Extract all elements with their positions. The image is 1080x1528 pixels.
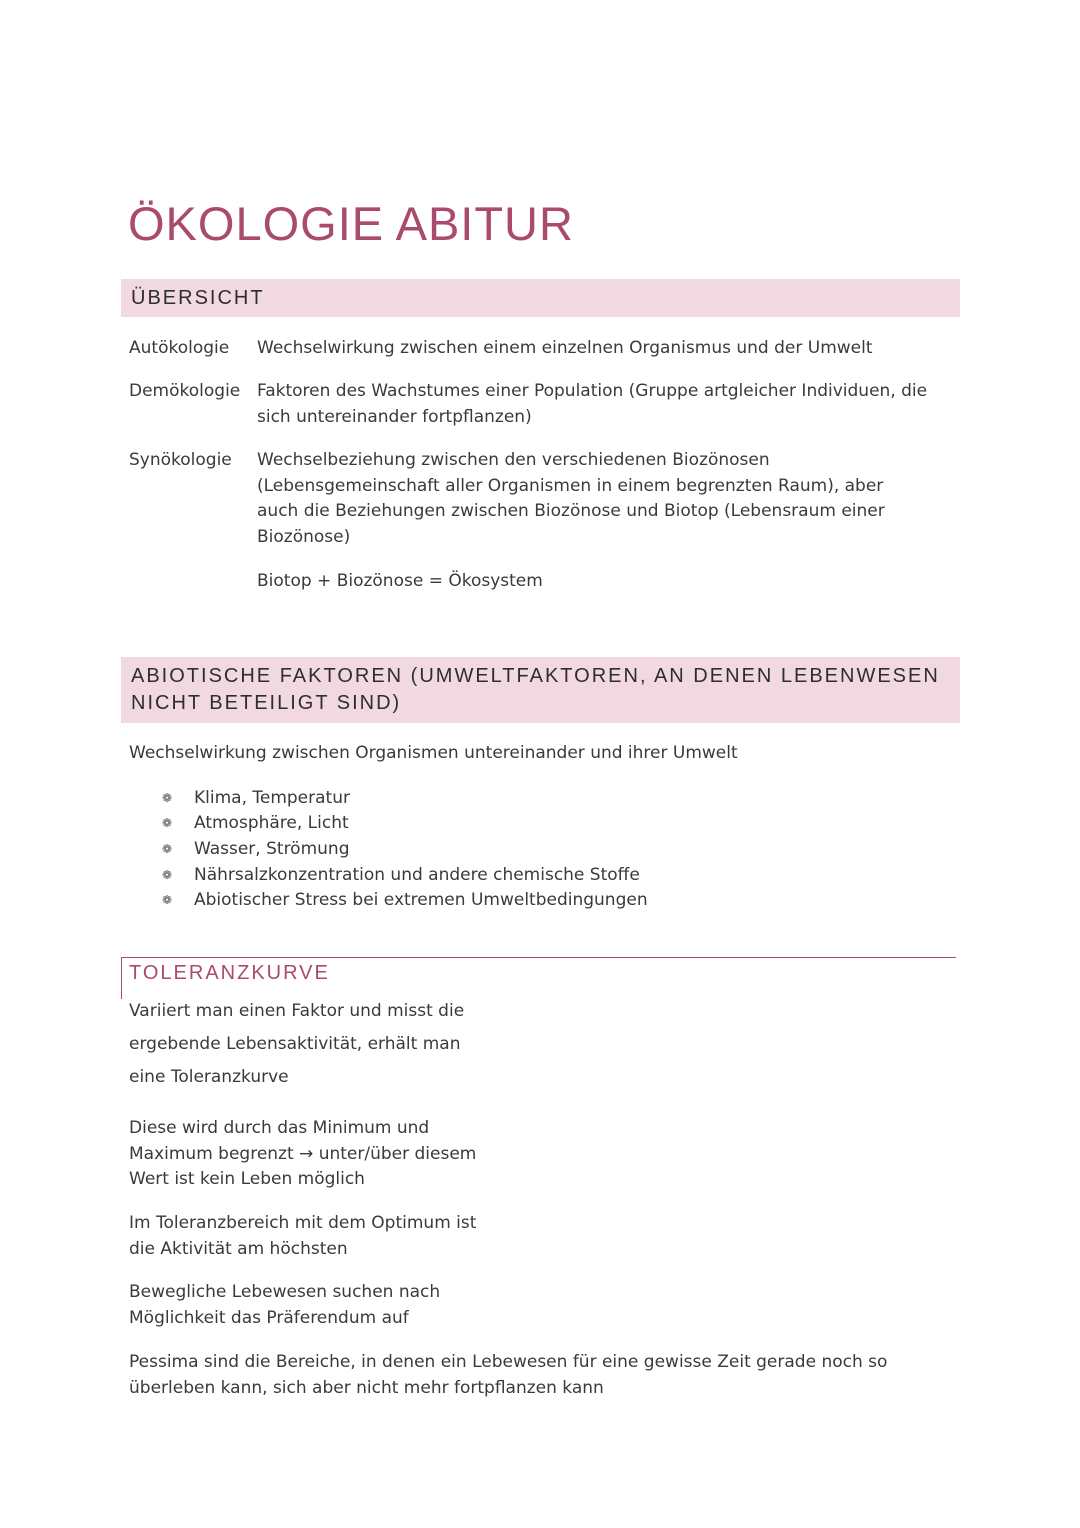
list-item: ❁ Nährsalzkonzentration und andere chemische Stoffe <box>161 864 640 885</box>
tolerance-paragraph-2: Diese wird durch das Minimum und Maximum begrenzt → unter/über diesem Wert ist kein Leben möglich <box>129 1118 477 1189</box>
tolerance-paragraph-1: Variiert man einen Faktor und misst die ergebende Lebensaktivität, erhält man eine Toleranzkurve <box>129 1001 465 1087</box>
term-autoekologie: Autökologie <box>129 338 230 358</box>
page-title: ÖKOLOGIE ABITUR <box>128 197 574 250</box>
tolerance-paragraph-5: Pessima sind die Bereiche, in denen ein Lebewesen für eine gewisse Zeit gerade noch so überleben kann, sich aber nicht mehr fortpflanzen kann <box>129 1352 888 1398</box>
flower-bullet-icon: ❁ <box>161 841 173 856</box>
definition-demoekologie: Faktoren des Wachstumes einer Population (Gruppe artgleicher Individuen, die sich untereinander fortpflanzen) <box>257 381 928 427</box>
tolerance-paragraph-4: Bewegliche Lebewesen suchen nach Möglichkeit das Präferendum auf <box>129 1282 441 1328</box>
flower-bullet-icon: ❁ <box>161 790 173 805</box>
section-header-overview: ÜBERSICHT <box>121 279 960 317</box>
list-item: ❁ Klima, Temperatur <box>161 787 350 808</box>
definition-autoekologie: Wechselwirkung zwischen einem einzelnen Organismus und der Umwelt <box>257 338 873 358</box>
abiotic-factor-list <box>160 785 648 913</box>
abiotic-intro: Wechselwirkung zwischen Organismen untereinander und ihrer Umwelt <box>129 743 738 763</box>
term-demoekologie: Demökologie <box>129 381 241 401</box>
section-header-abiotic: ABIOTISCHE FAKTOREN (UMWELTFAKTOREN, AN DENEN LEBENWESEN NICHT BETEILIGT SIND) <box>121 657 960 723</box>
definition-synoekologie: Wechselbeziehung zwischen den verschiedenen Biozönosen (Lebensgemeinschaft aller Organismen in einem begrenzten Raum), aber auch die Beziehungen zwischen Biozönose und Biotop (Lebensraum einer Biozönose) <box>257 450 885 547</box>
list-item: ❁ Abiotischer Stress bei extremen Umweltbedingungen <box>161 890 648 911</box>
subsection-rule <box>121 957 956 958</box>
equation-oekosystem: Biotop + Biozönose = Ökosystem <box>257 571 543 591</box>
flower-bullet-icon: ❁ <box>161 867 173 882</box>
term-synoekologie: Synökologie <box>129 450 232 470</box>
list-item: ❁ Wasser, Strömung <box>161 838 350 859</box>
subsection-rule-left <box>121 957 122 999</box>
subsection-title-toleranzkurve: TOLERANZKURVE <box>129 962 330 984</box>
flower-bullet-icon: ❁ <box>161 816 173 831</box>
list-item: ❁ Atmosphäre, Licht <box>161 813 349 834</box>
tolerance-paragraph-3: Im Toleranzbereich mit dem Optimum ist die Aktivität am höchsten <box>129 1213 477 1259</box>
flower-bullet-icon: ❁ <box>161 893 173 908</box>
